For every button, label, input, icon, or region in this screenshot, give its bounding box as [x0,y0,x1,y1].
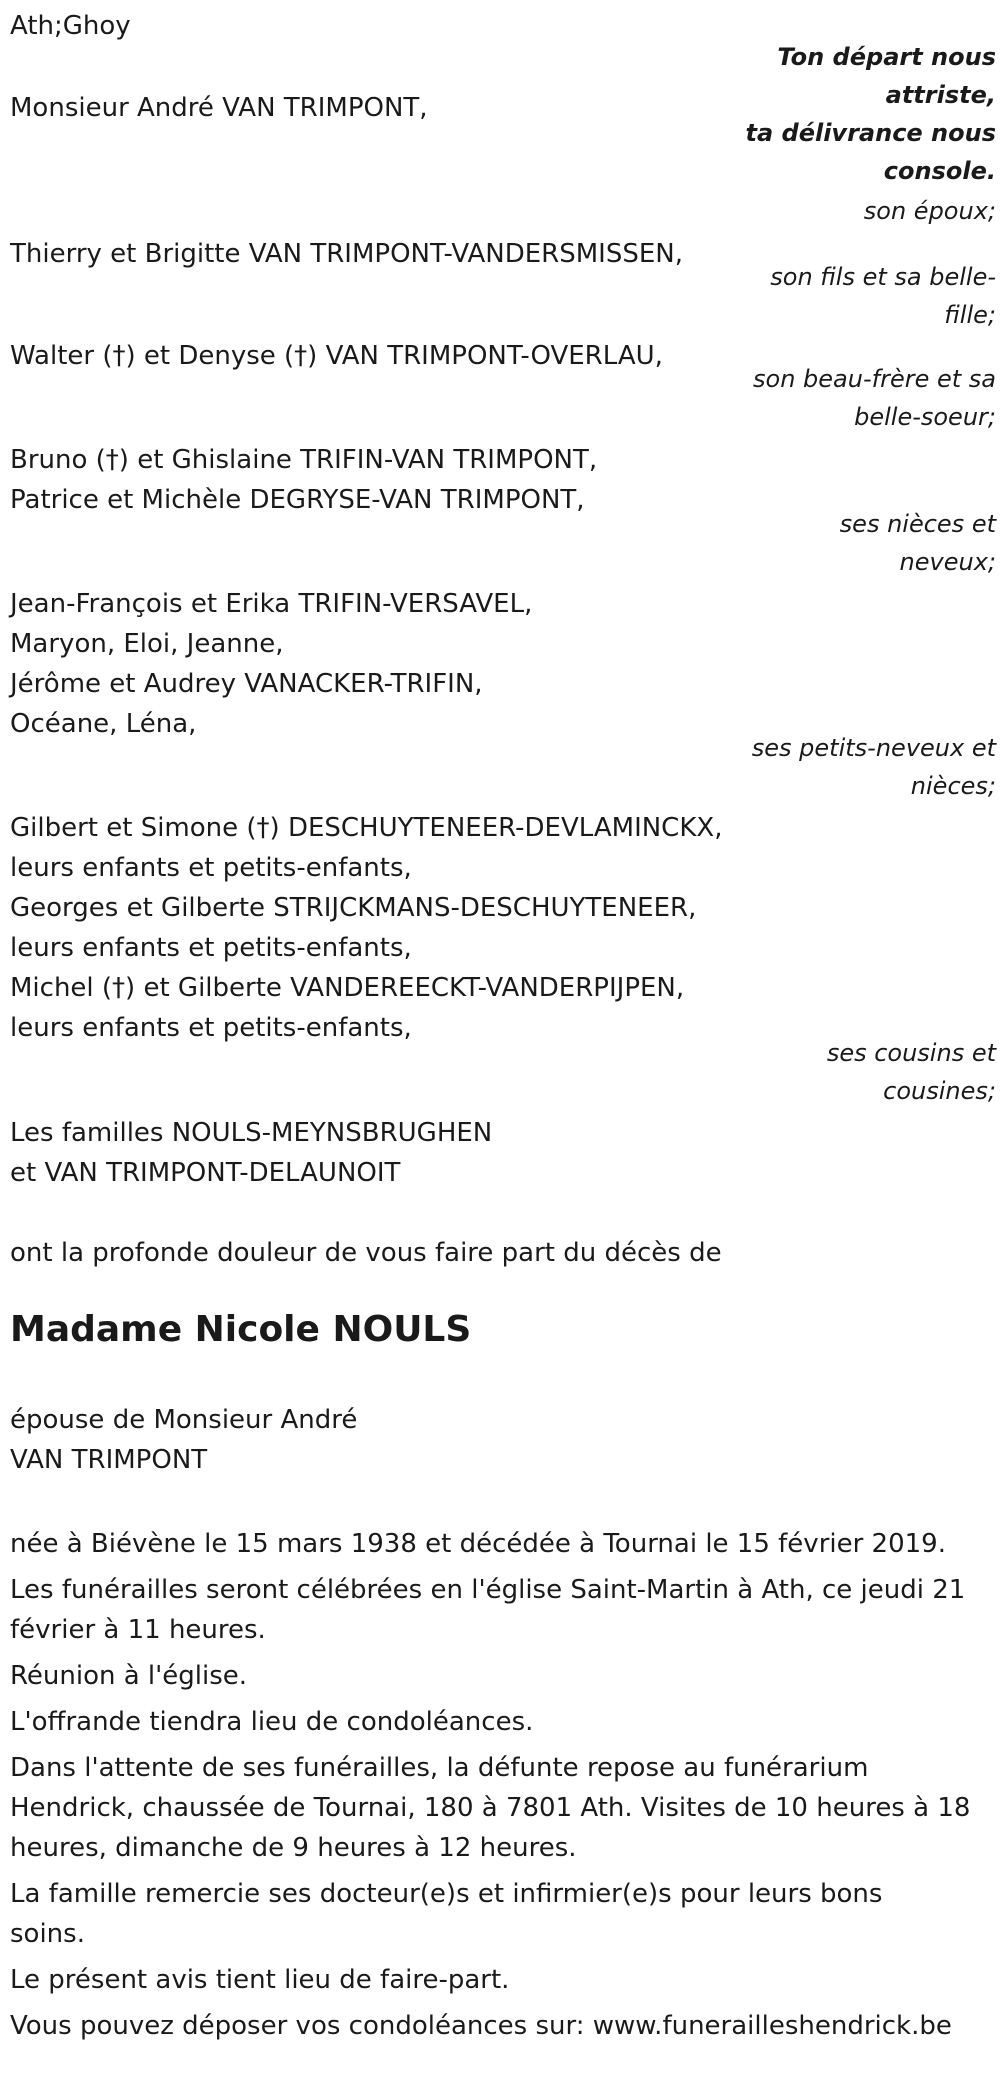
in-laws-relation: belle-soeur; [854,403,996,431]
cousins-name: leurs enfants et petits-enfants, [10,1013,412,1043]
son-name: Thierry et Brigitte VAN TRIMPONT-VANDERSMISSEN, [10,239,683,269]
spouse-line: épouse de Monsieur André [10,1405,358,1435]
nephews-name: Bruno (†) et Ghislaine TRIFIN-VAN TRIMPONT, [10,445,598,475]
quote-line: ta délivrance nous [745,119,996,147]
notice-text: Le présent avis tient lieu de faire-part. [10,1965,510,1995]
condolences-text: Vous pouvez déposer vos condoléances sur: www.funerailleshendrick.be [10,2011,952,2041]
cousins-name: Georges et Gilberte STRIJCKMANS-DESCHUYTENEER, [10,893,697,923]
cousins-name: Gilbert et Simone (†) DESCHUYTENEER-DEVLAMINCKX, [10,813,723,843]
quote-line: attriste, [885,81,996,109]
son-relation: fille; [944,301,996,329]
offering-text: L'offrande tiendra lieu de condoléances. [10,1707,534,1737]
families-name: et VAN TRIMPONT-DELAUNOIT [10,1158,401,1188]
funeral-line: Les funérailles seront célébrées en l'église Saint-Martin à Ath, ce jeudi 21 [10,1575,966,1605]
cousins-name: leurs enfants et petits-enfants, [10,933,412,963]
meeting-text: Réunion à l'église. [10,1661,248,1691]
rest-line: Hendrick, chaussée de Tournai, 180 à 7801 Ath. Visites de 10 heures à 18 [10,1793,971,1823]
quote [746,38,997,190]
in-laws-name: Walter (†) et Denyse (†) VAN TRIMPONT-OVERLAU, [10,341,663,371]
quote-line: console. [883,157,996,185]
families-name: Les familles NOULS-MEYNSBRUGHEN [10,1118,493,1148]
husband-relation: son époux; [863,197,996,225]
thanks-line: La famille remercie ses docteur(e)s et infirmier(e)s pour leurs bons [10,1879,883,1909]
grand-nephews-name: Maryon, Eloi, Jeanne, [10,629,284,659]
grand-nephews-relation: nièces; [910,772,996,800]
announcement-text: ont la profonde douleur de vous faire part du décès de [10,1238,722,1268]
grand-nephews-relation: ses petits-neveux et [751,734,996,762]
grand-nephews-name: Océane, Léna, [10,709,197,739]
funeral-line: février à 11 heures. [10,1615,266,1645]
nephews-relation: neveux; [899,548,996,576]
rest-line: heures, dimanche de 9 heures à 12 heures. [10,1833,577,1863]
spouse-line: VAN TRIMPONT [10,1445,208,1475]
husband-name: Monsieur André VAN TRIMPONT, [10,93,428,123]
cousins-name: leurs enfants et petits-enfants, [10,853,412,883]
rest-paragraph [10,1748,970,1868]
thanks-line: soins. [10,1919,85,1949]
nephews-relation: ses nièces et [839,510,996,538]
in-laws-relation: son beau-frère et sa [753,365,996,393]
cousins-relation: ses cousins et [826,1039,996,1067]
nephews-name: Patrice et Michèle DEGRYSE-VAN TRIMPONT, [10,485,585,515]
grand-nephews-name: Jérôme et Audrey VANACKER-TRIFIN, [10,669,483,699]
rest-line: Dans l'attente de ses funérailles, la défunte repose au funérarium [10,1753,869,1783]
location: Ath;Ghoy [10,11,131,41]
birth-death-text: née à Biévène le 15 mars 1938 et décédée à Tournai le 15 février 2019. [10,1529,946,1559]
quote-line: Ton départ nous [777,43,996,71]
son-relation: son fils et sa belle- [770,263,996,291]
deceased-name: Madame Nicole NOULS [10,1309,472,1350]
cousins-relation: cousines; [883,1077,996,1105]
grand-nephews-name: Jean-François et Erika TRIFIN-VERSAVEL, [10,589,533,619]
cousins-name: Michel (†) et Gilberte VANDEREECKT-VANDERPIJPEN, [10,973,685,1003]
funeral-paragraph [10,1570,965,1650]
thanks-paragraph [10,1874,882,1954]
